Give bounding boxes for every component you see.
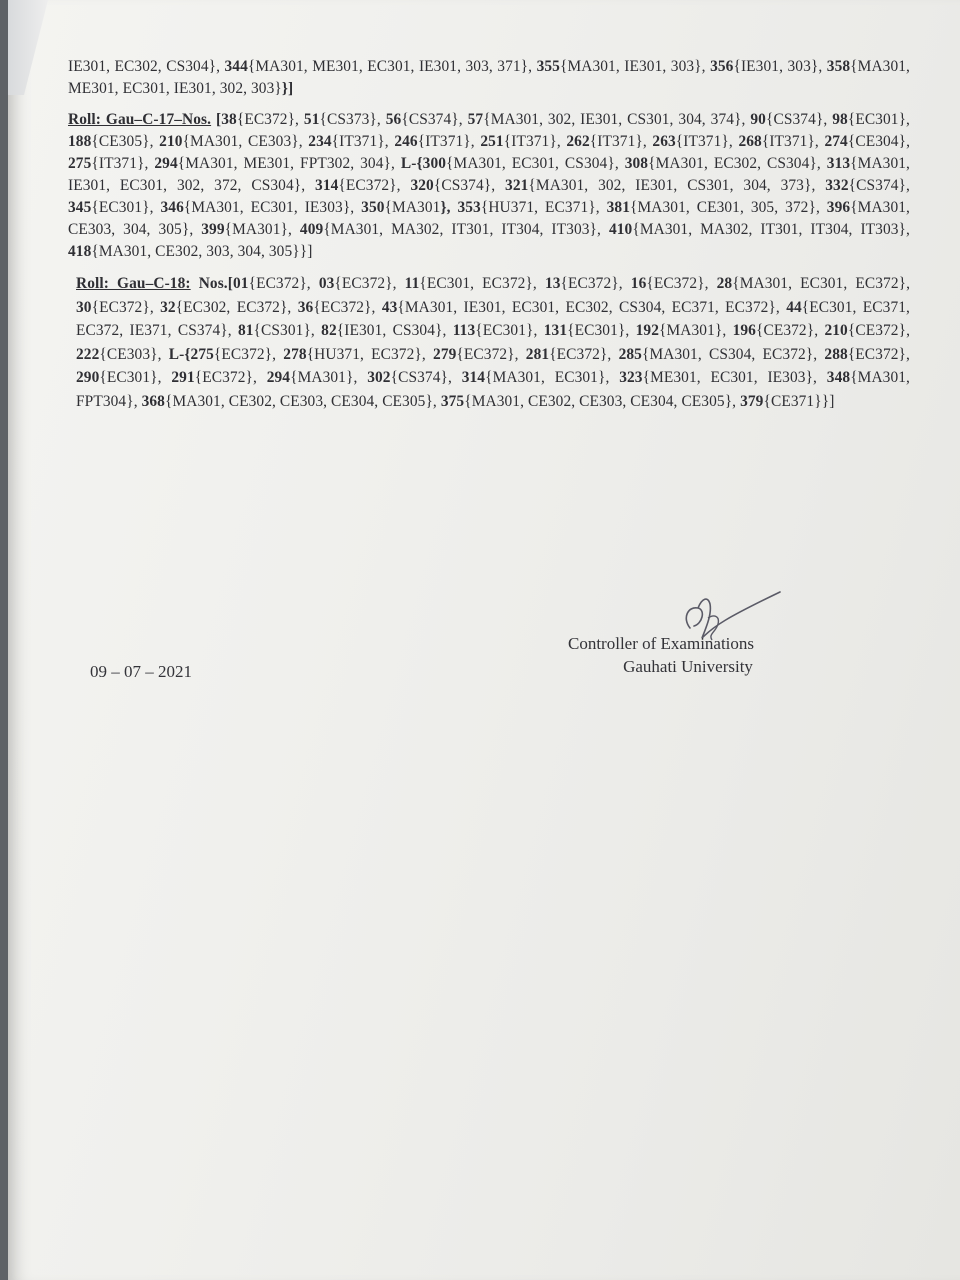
roll-number: 418	[68, 243, 92, 260]
paper-codes: {MA301, EC301, CS304},	[446, 155, 625, 172]
roll-number: 210	[159, 133, 183, 150]
roll-number: 294	[266, 369, 291, 386]
roll-number: 57	[467, 111, 484, 128]
section-heading: Roll: Gau–C-18:	[76, 275, 191, 292]
paper-codes: {MA301, CE302, 303, 304, 305}}]	[91, 243, 313, 260]
paper-fold-shadow	[8, 0, 48, 95]
paper-codes: {MA301, CS304, EC372},	[641, 345, 825, 363]
roll-number: 332	[825, 177, 849, 194]
roll-number: 314	[315, 177, 339, 194]
roll-number: 16	[630, 275, 647, 292]
roll-number: 358	[826, 58, 851, 75]
roll-number: 210	[824, 322, 848, 339]
paper-codes: {MA301, IE301, EC301, EC302, CS304, EC371, EC372},	[397, 298, 787, 316]
paper-codes: {EC372},	[456, 345, 526, 363]
paper-codes: {IT371},	[417, 133, 481, 150]
paper-codes: {MA301, IE301, 303},	[559, 58, 711, 75]
roll-number: 51	[303, 111, 320, 128]
paper-codes: {CS374},	[433, 177, 506, 194]
roll-number: [38	[211, 111, 237, 128]
roll-number: 251	[480, 133, 504, 150]
roll-number: 313	[826, 155, 851, 172]
roll-number: 279	[433, 345, 457, 363]
paper-codes: {MA301, 302, IE301, CS301, 304, 374},	[483, 111, 751, 128]
section-gau-c-18	[76, 272, 910, 413]
section-heading: Roll: Gau–C-17–Nos.	[68, 111, 212, 128]
roll-number: Nos.[01	[190, 275, 249, 292]
organization-name: Gauhati University	[623, 657, 753, 676]
results-text	[60, 56, 910, 422]
roll-number: 30	[76, 298, 92, 316]
paper-codes: {EC301},	[847, 111, 911, 128]
paper-codes: {CS374},	[401, 111, 468, 128]
roll-number: 291	[171, 369, 195, 386]
paper-codes: {EC372},	[213, 345, 284, 363]
paper-codes: {MA301, 302, IE301, CS301, 304, 373},	[528, 177, 826, 194]
roll-number: 13	[544, 275, 561, 292]
paper-codes: {IT371},	[761, 133, 825, 150]
roll-number: 314	[461, 369, 486, 386]
roll-number: L-{300	[400, 155, 447, 172]
paper-codes: {EC302, EC372},	[175, 298, 298, 316]
paper-codes: {CE372},	[755, 322, 825, 339]
roll-number: 379	[740, 392, 764, 410]
paper-codes: {MA301},	[290, 369, 368, 386]
paper-codes: {MA301, EC301},	[485, 369, 620, 386]
paper-codes: {IT371},	[675, 133, 739, 150]
roll-number: }]	[281, 80, 294, 97]
roll-number: 278	[283, 345, 307, 363]
paper-codes: {MA301, CE302, CE303, CE304, CE305},	[164, 392, 441, 410]
roll-number: 320	[410, 177, 434, 194]
roll-number: 375	[440, 392, 465, 410]
paper-codes: {EC372},	[91, 298, 161, 316]
paper-codes: {MA301, EC301, EC372},	[732, 275, 911, 292]
paper-codes: {MA301, CE303},	[182, 133, 309, 150]
roll-number: 396	[826, 199, 851, 216]
paper-codes: {EC301},	[567, 322, 636, 339]
roll-number: 274	[824, 133, 848, 150]
paper-codes: {CE303},	[99, 345, 169, 363]
paper-codes: {HU371, EC372},	[306, 345, 434, 363]
roll-number: 03	[318, 275, 335, 292]
paper-codes: {MA301, ME301, FPT302, 304},	[177, 155, 401, 172]
paper-codes: {EC372},	[549, 345, 619, 363]
roll-number: 275	[68, 155, 92, 172]
paper-codes: {MA301, MA302, IT301, IT304, IT303},	[632, 221, 910, 238]
paper-codes: {EC372},	[560, 275, 631, 292]
section-continuation	[68, 56, 910, 100]
paper-codes: {CS301},	[253, 322, 322, 339]
roll-number: 356	[710, 58, 734, 75]
roll-number: 82	[321, 322, 337, 339]
roll-number: 28	[716, 275, 733, 292]
paper-codes: {EC372},	[847, 345, 910, 363]
paper-codes: {MA301, ME301, EC301, IE301, 302, 303}	[68, 58, 910, 97]
signature-block	[568, 632, 808, 678]
roll-number: 344	[224, 58, 248, 75]
paper-codes: {IT371},	[589, 133, 653, 150]
section-gau-c-17	[68, 109, 910, 263]
paper-codes: {CE372},	[847, 322, 911, 339]
paper-codes: IE301, EC302, CS304},	[68, 58, 225, 75]
paper-codes: {IT371},	[503, 133, 567, 150]
roll-number: 399	[201, 221, 225, 238]
paper-codes: {EC301},	[475, 322, 544, 339]
paper-codes: {CE304},	[847, 133, 911, 150]
roll-number: 381	[606, 199, 630, 216]
paper-codes: {MA301	[384, 199, 441, 216]
roll-number: 323	[619, 369, 643, 386]
roll-number: 188	[68, 133, 92, 150]
paper-codes: {MA301, ME301, EC301, IE301, 303, 371},	[247, 58, 537, 75]
paper-codes: {MA301, CE302, CE303, CE304, CE305},	[464, 392, 741, 410]
roll-number: 32	[160, 298, 176, 316]
roll-number: 192	[635, 322, 659, 339]
paper-codes: {EC301},	[99, 369, 172, 386]
roll-number: },	[440, 199, 458, 216]
roll-number: 222	[76, 345, 100, 363]
roll-number: 263	[652, 133, 676, 150]
roll-number: 234	[308, 133, 332, 150]
roll-number: 196	[732, 322, 756, 339]
paper-codes: {MA301, FPT304},	[76, 369, 911, 410]
roll-number: 81	[237, 322, 254, 339]
roll-number: 246	[394, 133, 418, 150]
roll-number: 350	[361, 199, 385, 216]
roll-number: 321	[505, 177, 529, 194]
paper-codes: {EC301, EC371, EC372, IE371, CS374},	[76, 298, 910, 339]
roll-number: 308	[624, 155, 649, 172]
paper-codes: {MA301, IE301, EC301, 302, 372, CS304},	[68, 155, 910, 194]
roll-number: 56	[385, 111, 402, 128]
paper-codes: {CE305},	[91, 133, 160, 150]
paper-codes: {EC301},	[91, 199, 161, 216]
paper-codes: {CS373},	[319, 111, 386, 128]
paper-codes: {ME301, EC301, IE303},	[642, 369, 827, 386]
roll-number: 281	[525, 345, 550, 363]
roll-number: 288	[824, 345, 848, 363]
paper-codes: {IT371},	[331, 133, 395, 150]
document-page	[8, 0, 960, 1280]
paper-codes: {CS374},	[848, 177, 910, 194]
roll-number: 11	[404, 275, 420, 292]
paper-codes: {HU371, EC371},	[480, 199, 607, 216]
roll-number: 131	[543, 322, 568, 339]
signatory-title: Controller of Examinations	[568, 634, 755, 653]
roll-number: 302	[367, 369, 391, 386]
roll-number: 409	[299, 221, 324, 238]
paper-codes: {MA301},	[659, 322, 733, 339]
paper-codes: {EC372},	[248, 275, 319, 292]
paper-codes: {IE301, 303},	[733, 58, 827, 75]
paper-codes: {EC301, EC372},	[419, 275, 545, 292]
roll-number: 345	[68, 199, 92, 216]
paper-codes: {MA301, CE301, 305, 372},	[630, 199, 827, 216]
roll-number: 290	[76, 369, 100, 386]
roll-number: 285	[618, 345, 642, 363]
paper-codes: {CS374},	[765, 111, 833, 128]
roll-number: 353	[457, 199, 481, 216]
paper-codes: {MA301, CE303, 304, 305},	[68, 199, 911, 238]
roll-number: 262	[566, 133, 590, 150]
document-date: 09 – 07 – 2021	[90, 662, 192, 681]
roll-number: 90	[750, 111, 766, 128]
roll-number: 346	[160, 199, 184, 216]
roll-number: 294	[154, 155, 178, 172]
paper-codes: {MA301, EC302, CS304},	[648, 155, 827, 172]
paper-codes: {CE371}}]	[763, 392, 835, 410]
paper-codes: {EC372},	[313, 298, 382, 316]
roll-number: 44	[786, 298, 802, 316]
roll-number: 348	[826, 369, 851, 386]
paper-codes: {IE301, CS304},	[336, 322, 453, 339]
paper-codes: {EC372},	[338, 177, 411, 194]
roll-number: 410	[608, 221, 633, 238]
paper-codes: {EC372},	[194, 369, 267, 386]
roll-number: 368	[141, 392, 165, 410]
roll-number: 43	[381, 298, 398, 316]
paper-codes: {CS374},	[390, 369, 462, 386]
paper-codes: {IT371},	[91, 155, 155, 172]
roll-number: 268	[738, 133, 762, 150]
paper-codes: {MA301, EC301, IE303},	[183, 199, 362, 216]
roll-number: L-{275	[168, 345, 214, 363]
roll-number: 355	[536, 58, 560, 75]
roll-number: 36	[297, 298, 314, 316]
roll-number: 98	[832, 111, 848, 128]
paper-codes: {MA301, MA302, IT301, IT304, IT303},	[323, 221, 609, 238]
paper-codes: {MA301},	[224, 221, 300, 238]
paper-codes: {EC372},	[236, 111, 304, 128]
paper-codes: {EC372},	[334, 275, 405, 292]
paper-codes: {EC372},	[646, 275, 717, 292]
roll-number: 113	[452, 322, 476, 339]
